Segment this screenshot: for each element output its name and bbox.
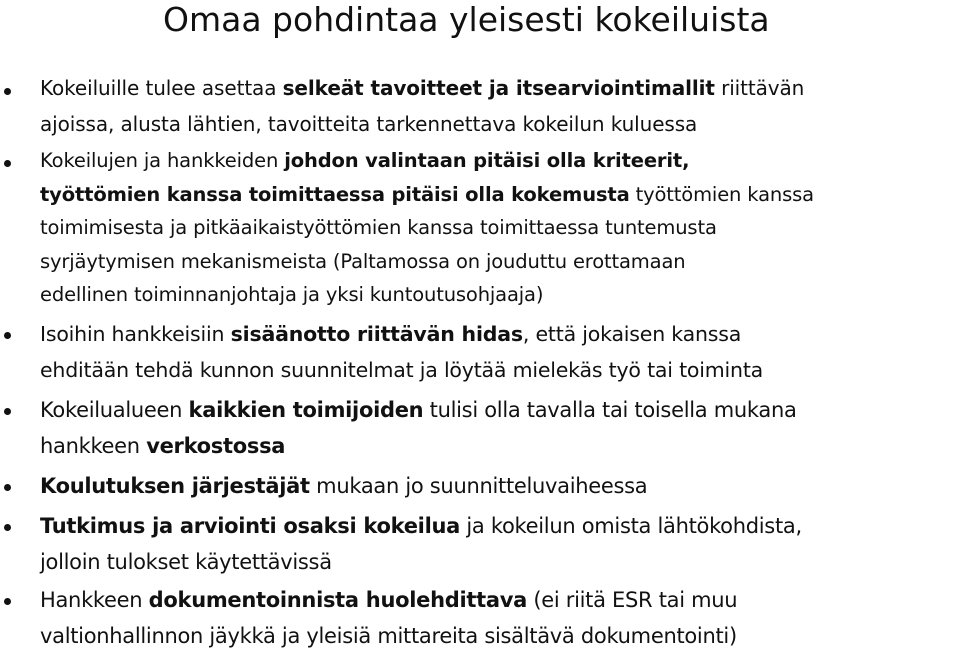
bold-text: Koulutuksen järjestäjät [40,474,310,498]
bullet-line [40,544,955,580]
bullet-line [40,245,955,279]
bullet-line [40,278,955,312]
text-run: hankkeen [40,434,147,458]
bullet-line [40,178,955,212]
bold-text: verkostossa [146,434,286,458]
bold-text: selkeät tavoitteet ja itsearviointimallit [282,76,715,100]
text-run: (ei riitä ESR tai muu [526,588,738,612]
text-run: valtionhallinnon jäykkä ja yleisiä mittareita sisältävä dokumentointi) [40,624,737,648]
text-run: Kokeilujen ja hankkeiden [40,149,285,172]
bullet-line [40,70,955,106]
bullet-icon [4,484,11,491]
bullet-text [40,508,955,580]
bullet-line [40,618,955,654]
bullet-line [40,352,955,388]
text-run: ehditään tehdä kunnon suunnitelmat ja löytää mielekäs työ tai toiminta [40,358,764,382]
bullet-line [40,211,955,245]
bold-text: Tutkimus ja arviointi osaksi kokeilua [40,514,460,538]
slide-title: Omaa pohdintaa yleisesti kokeiluista [163,0,770,39]
bullet-icon [4,160,11,167]
text-run: ajoissa, alusta lähtien, tavoitteita tarkennettava kokeilun kuluessa [40,112,698,136]
text-run: ja kokeilun omista lähtökohdista, [460,514,802,538]
bullet-line [40,106,955,142]
text-run: mukaan jo suunnitteluvaiheessa [309,474,648,498]
bullet-text [40,70,955,142]
bullet-line [40,316,955,352]
bullet-text [40,582,955,654]
bold-text: sisäänotto riittävän hidas [230,322,523,346]
bullet-text [40,468,955,504]
text-run: jolloin tulokset käytettävissä [40,550,332,574]
text-run: , että jokaisen kanssa [522,322,742,346]
bullet-icon [4,408,11,415]
text-run: edellinen toiminnanjohtaja ja yksi kuntoutusohjaaja) [40,283,544,306]
text-run: toimimisesta ja pitkäaikaistyöttömien kanssa toimittaessa tuntemusta [40,216,717,239]
bullet-line [40,144,955,178]
bullet-text [40,144,955,312]
text-run: Kokeilualueen [40,398,189,422]
bold-text: johdon valintaan pitäisi olla kriteerit, [284,149,690,172]
text-run: Hankkeen [40,588,149,612]
text-run: syrjäytymisen mekanismeista (Paltamossa on jouduttu erottamaan [40,249,686,273]
bullet-line [40,468,955,504]
bullet-line [40,428,955,464]
bullet-line [40,392,955,428]
bullet-icon [4,524,11,531]
text-run: riittävän [714,76,805,100]
bullet-line [40,508,955,544]
text-run: Kokeiluille tulee asettaa [40,76,283,100]
text-run: tulisi olla tavalla tai toisella mukana [423,398,797,422]
bullet-text [40,316,955,388]
bullet-icon [4,332,11,339]
bold-text: dokumentoinnista huolehdittava [148,588,527,612]
text-run: työttömien kanssa [629,182,814,206]
text-run: Isoihin hankkeisiin [40,322,231,346]
bullet-line [40,582,955,618]
bold-text: kaikkien toimijoiden [188,398,424,422]
bullet-text [40,392,955,464]
bullet-icon [4,598,11,605]
bold-text: työttömien kanssa toimittaessa pitäisi olla kokemusta [40,182,630,206]
bullet-icon [4,88,11,95]
